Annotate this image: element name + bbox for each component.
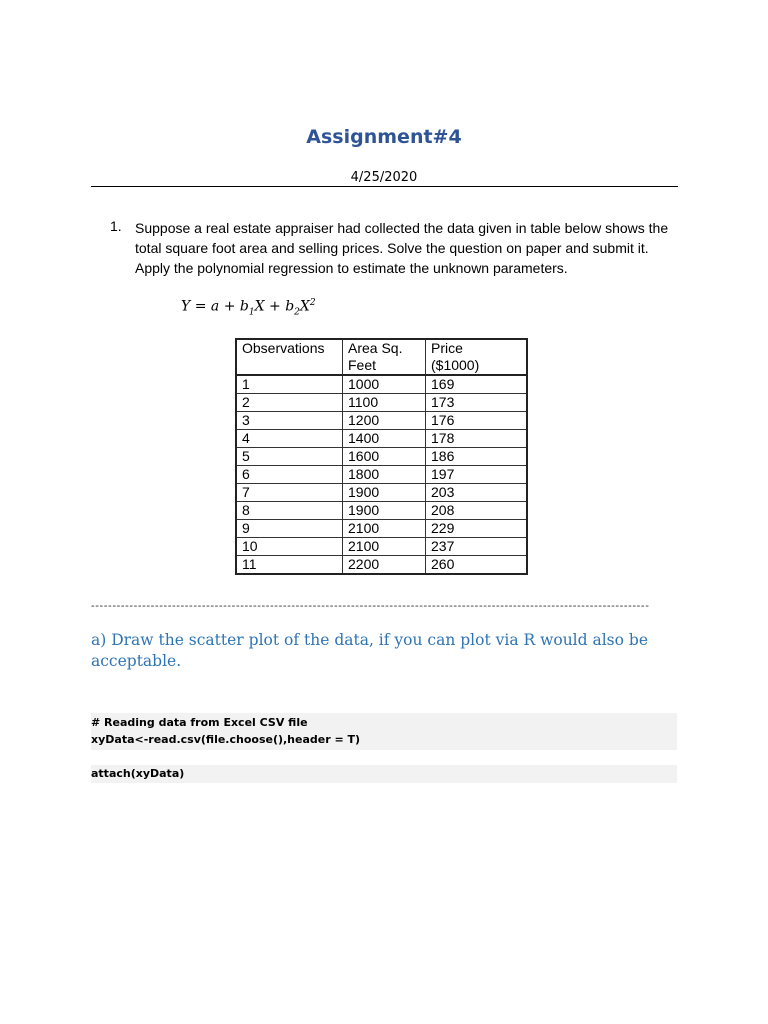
code-block-attach [91,765,677,783]
cell-price: 169 [426,375,528,394]
question-body [135,218,675,278]
question-instruction: Apply the polynomial regression to estimate the unknown parameters. [135,260,568,276]
table-row [236,412,527,430]
question-number: 1. [110,218,122,234]
cell-price: 260 [426,556,528,575]
table-header-row [236,339,527,375]
code-line: # Reading data from Excel CSV file [91,716,308,729]
part-a-question: a) Draw the scatter plot of the data, if you can plot via R would also be acceptable. [91,631,648,670]
cell-observation: 11 [236,556,343,575]
header-price: Price ($1000) [426,339,528,375]
section-separator: ----------------------------------------------------------------------------------------------------------------------------------- [91,600,650,612]
header-observations: Observations [236,339,343,375]
table-row [236,502,527,520]
cell-area: 1600 [343,448,426,466]
cell-area: 1900 [343,484,426,502]
cell-price: 197 [426,466,528,484]
cell-observation: 8 [236,502,343,520]
cell-area: 1400 [343,430,426,448]
cell-area: 1100 [343,394,426,412]
table-row [236,430,527,448]
table-row [236,484,527,502]
table-row [236,394,527,412]
cell-observation: 3 [236,412,343,430]
table-row [236,538,527,556]
cell-price: 229 [426,520,528,538]
table-row [236,556,527,575]
regression-formula: $Y = a + b_1X + b_2X^2$ [181,298,316,318]
cell-price: 176 [426,412,528,430]
cell-area: 1000 [343,375,426,394]
cell-observation: 4 [236,430,343,448]
cell-observation: 2 [236,394,343,412]
table-row [236,520,527,538]
cell-area: 1800 [343,466,426,484]
cell-price: 237 [426,538,528,556]
cell-price: 208 [426,502,528,520]
cell-observation: 7 [236,484,343,502]
data-table [235,338,528,575]
cell-area: 1900 [343,502,426,520]
cell-price: 203 [426,484,528,502]
code-line: attach(xyData) [91,767,185,780]
header-area: Area Sq. Feet [343,339,426,375]
cell-observation: 5 [236,448,343,466]
document-date: 4/25/2020 [350,170,418,185]
cell-price: 173 [426,394,528,412]
header-divider [91,186,678,187]
cell-observation: 10 [236,538,343,556]
question-paragraph: Suppose a real estate appraiser had collected the data given in table below shows the total square foot area and selling prices. Solve the question on paper and submit it. [135,220,669,256]
table-row [236,448,527,466]
code-line: xyData<-read.csv(file.choose(),header = T) [91,733,361,746]
cell-price: 186 [426,448,528,466]
cell-observation: 9 [236,520,343,538]
cell-area: 1200 [343,412,426,430]
document-title: Assignment#4 [306,126,462,148]
cell-observation: 6 [236,466,343,484]
cell-observation: 1 [236,375,343,394]
cell-area: 2100 [343,538,426,556]
cell-price: 178 [426,430,528,448]
table-row [236,375,527,394]
cell-area: 2100 [343,520,426,538]
code-block-read [91,713,677,750]
cell-area: 2200 [343,556,426,575]
table-row [236,466,527,484]
